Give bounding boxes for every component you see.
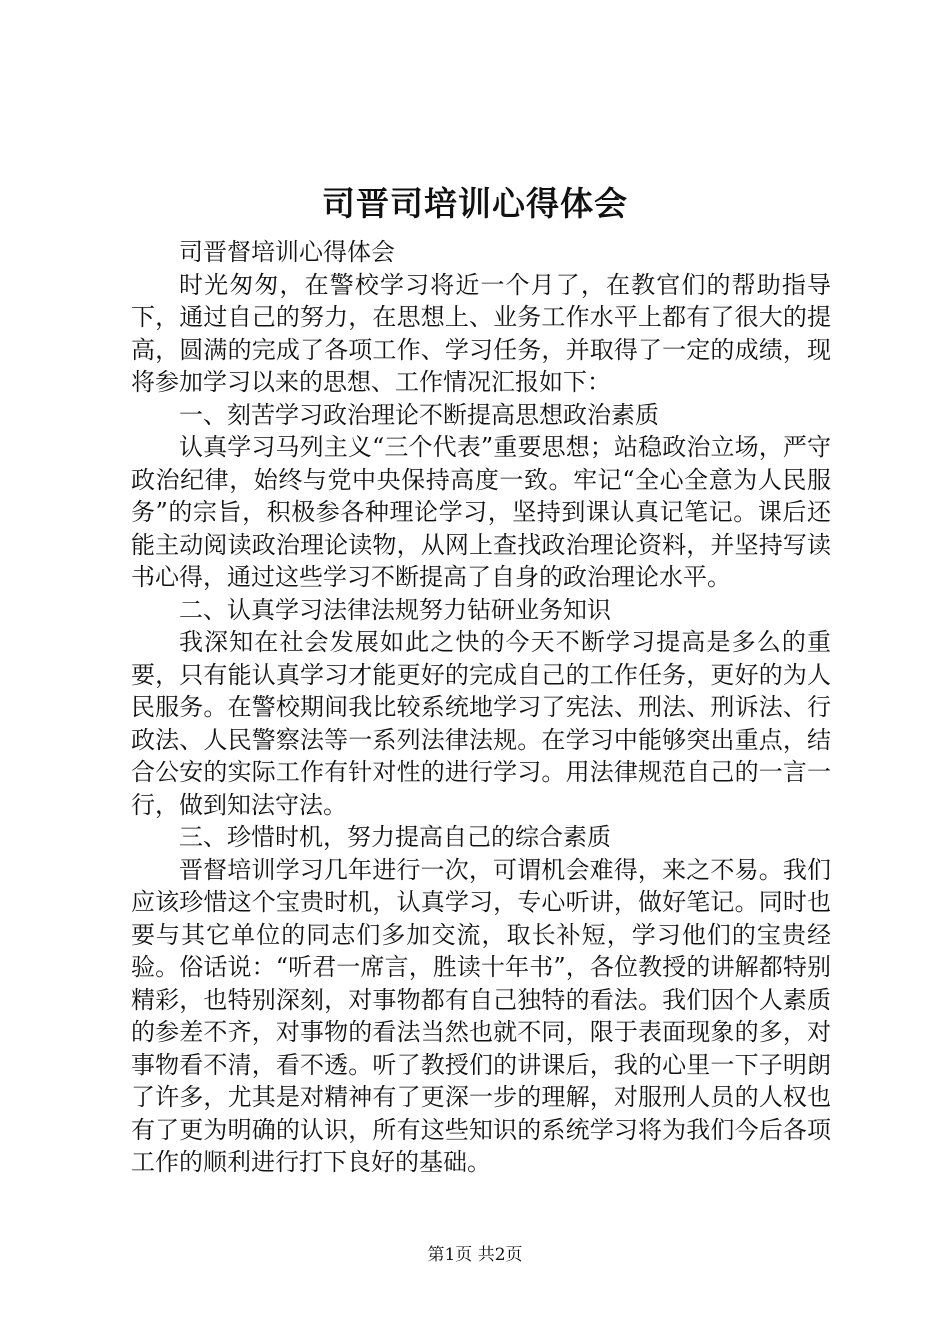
paragraph-section-3: 晋督培训学习几年进行一次，可谓机会难得，来之不易。我们应该珍惜这个宝贵时机，认真学习，专心听讲，做好笔记。同时也要与其它单位的同志们多加交流，取长补短，学习他们的宝贵经验。俗话说：“听君一席言，胜读十年书”，各位教授的讲解都特别精彩，也特别深刻，对事物都有自己独特的看法。我们因个人素质的参差不齐，对事物的看法当然也就不同，限于表面现象的多，对事物看不清，看不透。听了教授们的讲课后，我的心里一下子明朗了许多，尤其是对精神有了更深一步的理解，对服刑人员的人权也有了更为明确的认识，所有这些知识的系统学习将为我们今后各项工作的顺利进行打下良好的基础。 <box>131 855 831 1176</box>
paragraph-section-2: 我深知在社会发展如此之快的今天不断学习提高是多么的重要，只有能认真学习才能更好的完成自己的工作任务，更好的为人民服务。在警校期间我比较系统地学习了宪法、刑法、刑诉法、行政法、人民警察法等一系列法律法规。在学习中能够突出重点，结合公安的实际工作有针对性的进行学习。用法律规范自己的一言一行，做到知法守法。 <box>131 628 831 819</box>
paragraph-intro: 时光匆匆，在警校学习将近一个月了，在教官们的帮助指导下，通过自己的努力，在思想上、业务工作水平上都有了很大的提高，圆满的完成了各项工作、学习任务，并取得了一定的成绩，现将参加学习以来的思想、工作情况汇报如下： <box>131 270 831 396</box>
document-body <box>131 236 831 1179</box>
paragraph-section-1: 认真学习马列主义“三个代表”重要思想；站稳政治立场，严守政治纪律，始终与党中央保持高度一致。牢记“全心全意为人民服务”的宗旨，积极参各种理论学习，坚持到课认真记笔记。课后还能主动阅读政治理论读物，从网上查找政治理论资料，并坚持写读书心得，通过这些学习不断提高了自身的政治理论水平。 <box>131 433 831 591</box>
page-footer: 第1页 共2页 <box>427 1245 523 1265</box>
paragraph-subtitle: 司晋督培训心得体会 <box>179 238 395 266</box>
section-heading-2: 二、认真学习法律法规努力钻研业务知识 <box>179 595 611 624</box>
document-title: 司晋司培训心得体会 <box>322 184 628 223</box>
section-heading-3: 三、珍惜时机，努力提高自己的综合素质 <box>179 823 611 851</box>
section-heading-1: 一、刻苦学习政治理论不断提高思想政治素质 <box>179 400 659 429</box>
